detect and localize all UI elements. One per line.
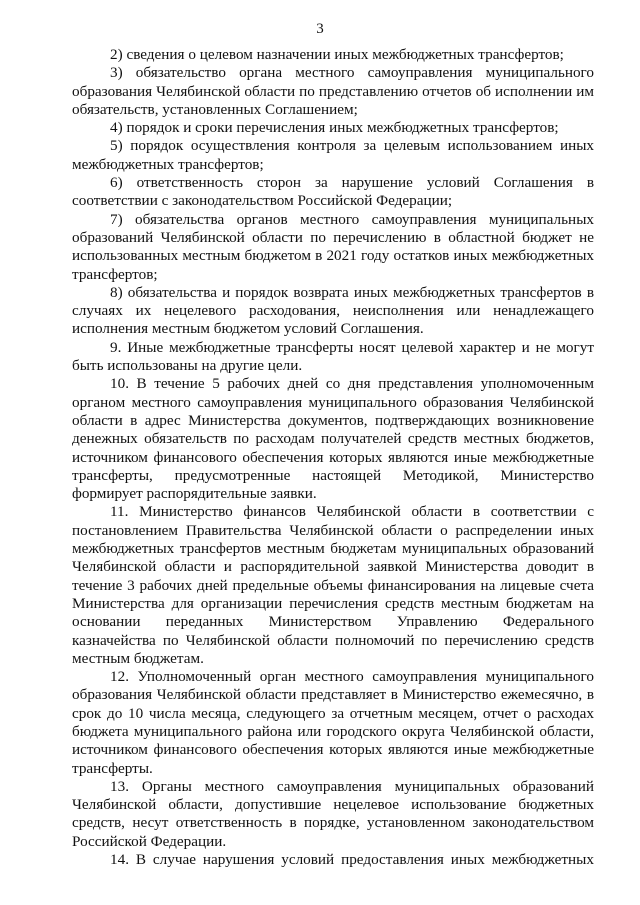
paragraph-section-9: 9. Иные межбюджетные трансферты носят целевой характер и не могут быть использованы на другие цели. bbox=[72, 338, 594, 375]
page-number: 3 bbox=[316, 21, 324, 37]
paragraph-item-8: 8) обязательства и порядок возврата иных межбюджетных трансфертов в случаях их нецелевого расходования, неисполнения или ненадлежащего исполнения местным бюджетом условий Соглашения. bbox=[72, 283, 594, 338]
document-body bbox=[72, 46, 594, 869]
paragraph-item-7: 7) обязательства органов местного самоуправления муниципальных образований Челябинской области по перечислению в областной бюджет не использованных местным бюджетом в 2021 году остатков иных межбюджетных трансфертов; bbox=[72, 210, 594, 283]
paragraph-item-6: 6) ответственность сторон за нарушение условий Соглашения в соответствии с законодательством Российской Федерации; bbox=[72, 174, 594, 210]
paragraph-section-12: 12. Уполномоченный орган местного самоуправления муниципального образования Челябинской области представляет в Министерство ежемесячно, в срок до 10 числа месяца, следующего за отчетным месяцем, отчет о расходах бюджета муниципального района или городского округа Челябинской области, источником финансового обеспечения которых являются иные межбюджетные трансферты. bbox=[72, 668, 594, 777]
paragraph-section-14: 14. В случае нарушения условий предоставления иных межбюджетных bbox=[110, 851, 594, 869]
paragraph-section-10: 10. В течение 5 рабочих дней со дня представления уполномоченным органом местного самоуправления муниципального образования Челябинской области в адрес Министерства документов, подтверждающих возникновение денежных обязательств по расходам получателей средств местных бюджетов, источником финансового обеспечения которых являются иные межбюджетные трансферты, предусмотренные настоящей Методикой, Министерство формирует распорядительные заявки. bbox=[72, 375, 594, 503]
paragraph-item-2: 2) сведения о целевом назначении иных межбюджетных трансфертов; bbox=[110, 46, 564, 63]
paragraph-section-13: 13. Органы местного самоуправления муниципальных образований Челябинской области, допустившие нецелевое использование бюджетных средств, несут ответственность в порядке, установленном законодательством Российской Федерации. bbox=[72, 777, 594, 850]
paragraph-item-5: 5) порядок осуществления контроля за целевым использованием иных межбюджетных трансфертов; bbox=[72, 137, 594, 173]
paragraph-item-3: 3) обязательство органа местного самоуправления муниципального образования Челябинской области по представлению отчетов об исполнении им обязательств, установленных Соглашением; bbox=[72, 64, 594, 118]
paragraph-section-11: 11. Министерство финансов Челябинской области в соответствии с постановлением Правительства Челябинской области о распределении иных межбюджетных трансфертов местным бюджетам муниципальных образований Челябинской области и распорядительной заявкой Министерства доводит в течение 3 рабочих дней предельные объемы финансирования на лицевые счета Министерства для организации перечисления средств местным бюджетам на основании переданных Министерством Управлению Федерального казначейства по Челябинской области полномочий по перечислению средств местным бюджетам. bbox=[72, 503, 594, 667]
paragraph-item-4: 4) порядок и сроки перечисления иных межбюджетных трансфертов; bbox=[110, 119, 559, 137]
